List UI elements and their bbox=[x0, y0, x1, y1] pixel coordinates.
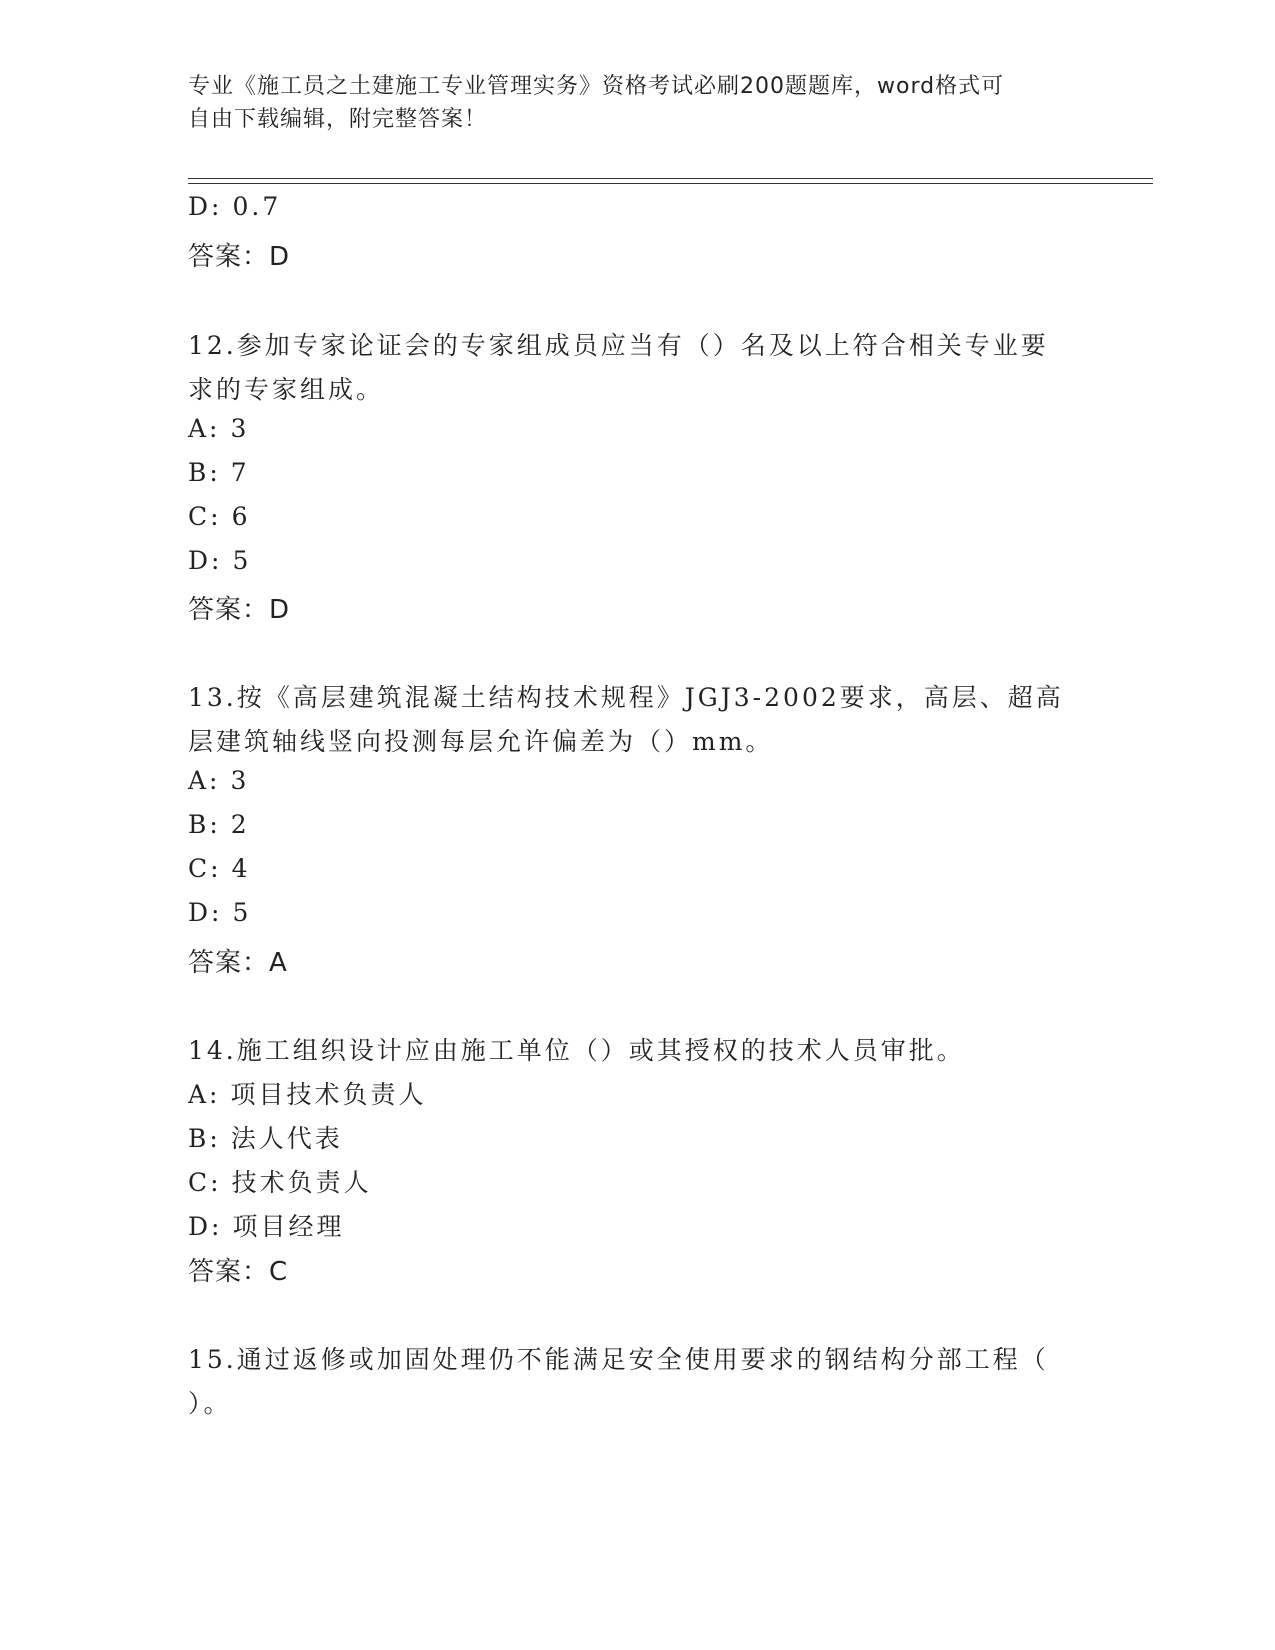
q13-answer: 答案：A bbox=[188, 948, 288, 978]
option-value: 项目经理 bbox=[232, 1212, 345, 1241]
q14-answer: 答案：C bbox=[188, 1257, 289, 1287]
option-value: 法人代表 bbox=[230, 1124, 343, 1153]
option-key: D: bbox=[188, 898, 223, 927]
q14-text-line-1: 14.施工组织设计应由施工单位（）或其授权的技术人员审批。 bbox=[188, 1036, 965, 1065]
q13-text-line-1: 13.按《高层建筑混凝土结构技术规程》JGJ3-2002要求，高层、超高 bbox=[188, 683, 1064, 712]
option-value: 2 bbox=[230, 810, 250, 839]
header-divider-bottom bbox=[188, 183, 1153, 184]
option-key: C: bbox=[188, 1168, 222, 1197]
option-key: A: bbox=[188, 1080, 221, 1109]
q13-option-c bbox=[188, 854, 250, 883]
option-value: 项目技术负责人 bbox=[230, 1080, 427, 1109]
q12-text-line-2: 求的专家组成。 bbox=[188, 375, 385, 404]
option-value: 4 bbox=[231, 854, 251, 883]
q12-option-c bbox=[188, 502, 250, 531]
q12-option-d bbox=[188, 546, 251, 575]
header-line-2: 自由下载编辑，附完整答案！ bbox=[188, 107, 488, 132]
option-value: 5 bbox=[232, 546, 252, 575]
option-key: D: bbox=[188, 1212, 223, 1241]
option-key: D: bbox=[188, 546, 223, 575]
q13-option-d bbox=[188, 898, 251, 927]
q12-answer: 答案：D bbox=[188, 595, 291, 625]
option-value: 5 bbox=[232, 898, 252, 927]
option-value: 6 bbox=[231, 502, 251, 531]
q12-option-a bbox=[188, 414, 249, 443]
q12-option-b bbox=[188, 458, 250, 487]
option-key: A: bbox=[188, 414, 221, 443]
q15-text-line-2: ）。 bbox=[188, 1389, 232, 1418]
option-key: B: bbox=[188, 1124, 221, 1153]
option-key: A: bbox=[188, 766, 221, 795]
q15-text-line-1: 15.通过返修或加固处理仍不能满足安全使用要求的钢结构分部工程（ bbox=[188, 1345, 1049, 1374]
option-value: 技术负责人 bbox=[231, 1168, 372, 1197]
q12-text-line-1: 12.参加专家论证会的专家组成员应当有（）名及以上符合相关专业要 bbox=[188, 331, 1049, 360]
q14-option-b bbox=[188, 1119, 343, 1155]
option-key: B: bbox=[188, 810, 221, 839]
option-key: B: bbox=[188, 458, 221, 487]
option-value: 0.7 bbox=[232, 192, 282, 221]
header-divider-top bbox=[188, 178, 1153, 179]
option-key: C: bbox=[188, 502, 222, 531]
q13-option-a bbox=[188, 766, 249, 795]
q14-option-c bbox=[188, 1163, 372, 1199]
q13-option-b bbox=[188, 810, 250, 839]
option-value: 3 bbox=[230, 414, 250, 443]
q14-option-a bbox=[188, 1075, 427, 1111]
q13-text-line-2: 层建筑轴线竖向投测每层允许偏差为（）mm。 bbox=[188, 727, 774, 756]
header-line-1: 专业《施工员之土建施工专业管理实务》资格考试必刷200题题库，word格式可 bbox=[188, 74, 1005, 99]
option-key: C: bbox=[188, 854, 222, 883]
option-value: 3 bbox=[230, 766, 250, 795]
option-key: D: bbox=[188, 192, 223, 221]
prev-option-d bbox=[188, 192, 281, 221]
document-header bbox=[188, 70, 1088, 136]
q14-option-d bbox=[188, 1207, 344, 1243]
option-value: 7 bbox=[230, 458, 250, 487]
prev-answer: 答案：D bbox=[188, 242, 291, 272]
